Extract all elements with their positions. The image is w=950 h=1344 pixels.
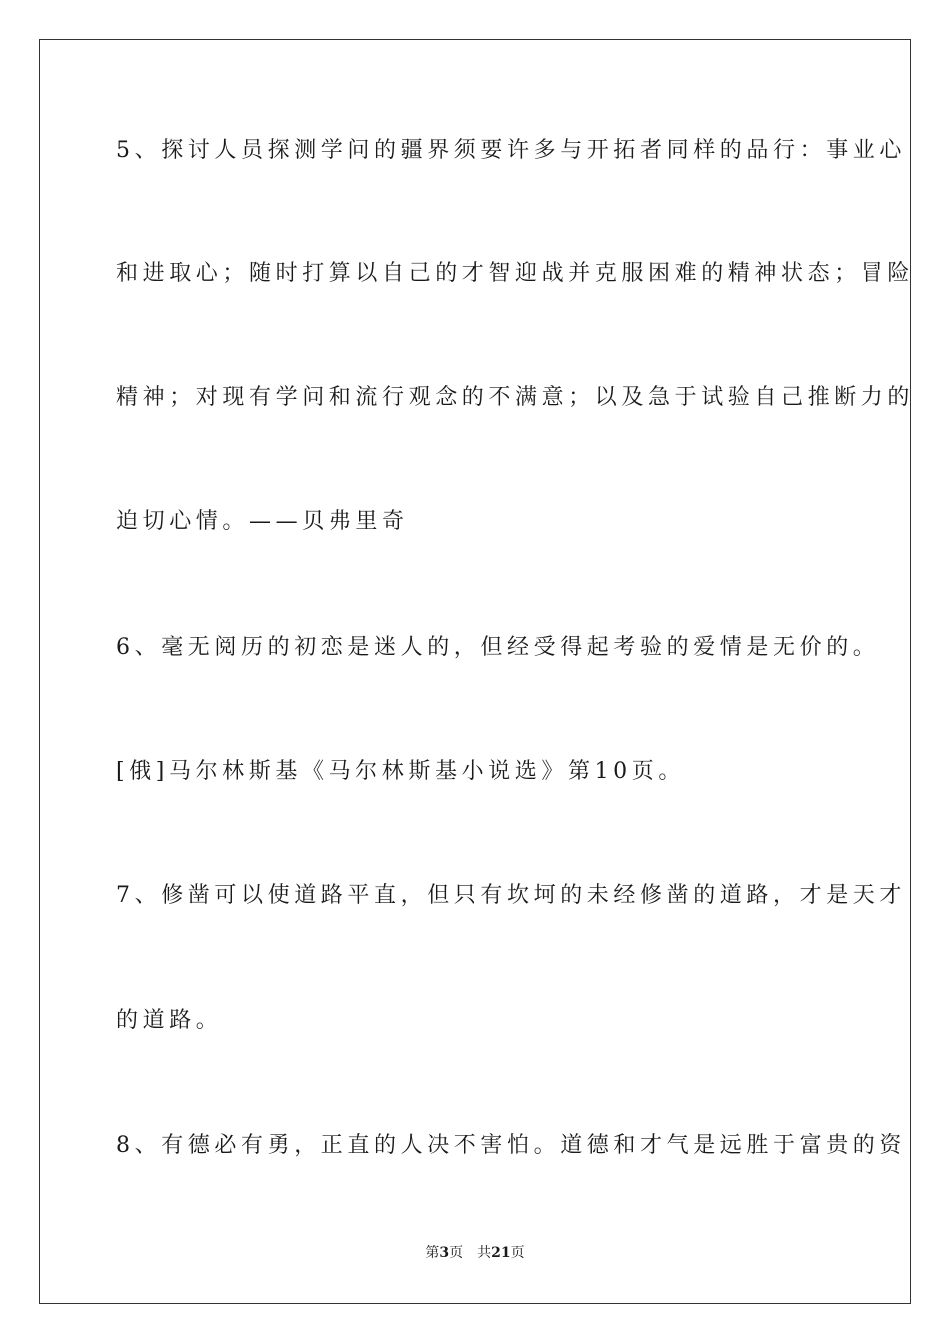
text-line: 迫切心情。——贝弗里奇 — [116, 509, 409, 534]
page-border — [39, 39, 915, 1304]
total-suffix: 页 — [510, 1245, 525, 1261]
total-prefix: 共 — [477, 1245, 492, 1261]
text-line: [俄]马尔林斯基《马尔林斯基小说选》第10页。 — [116, 759, 685, 784]
text-line: 精神；对现有学问和流行观念的不满意；以及急于试验自己推断力的 — [116, 385, 915, 410]
text-line: 的道路。 — [116, 1008, 223, 1033]
page-number: 3 — [439, 1245, 450, 1261]
page-footer — [0, 1244, 950, 1262]
page-prefix: 第 — [425, 1245, 440, 1261]
text-line: 5、探讨人员探测学问的疆界须要许多与开拓者同样的品行：事业心 — [116, 138, 906, 163]
text-line: 8、有德必有勇，正直的人决不害怕。道德和才气是远胜于富贵的资 — [116, 1133, 906, 1158]
text-line: 6、毫无阅历的初恋是迷人的，但经受得起考验的爱情是无价的。 — [116, 635, 880, 660]
text-line: 7、修凿可以使道路平直，但只有坎坷的未经修凿的道路，才是天才 — [116, 883, 906, 908]
total-pages: 21 — [491, 1245, 511, 1261]
page-suffix: 页 — [449, 1245, 464, 1261]
text-line: 和进取心；随时打算以自己的才智迎战并克服困难的精神状态；冒险 — [116, 261, 915, 286]
